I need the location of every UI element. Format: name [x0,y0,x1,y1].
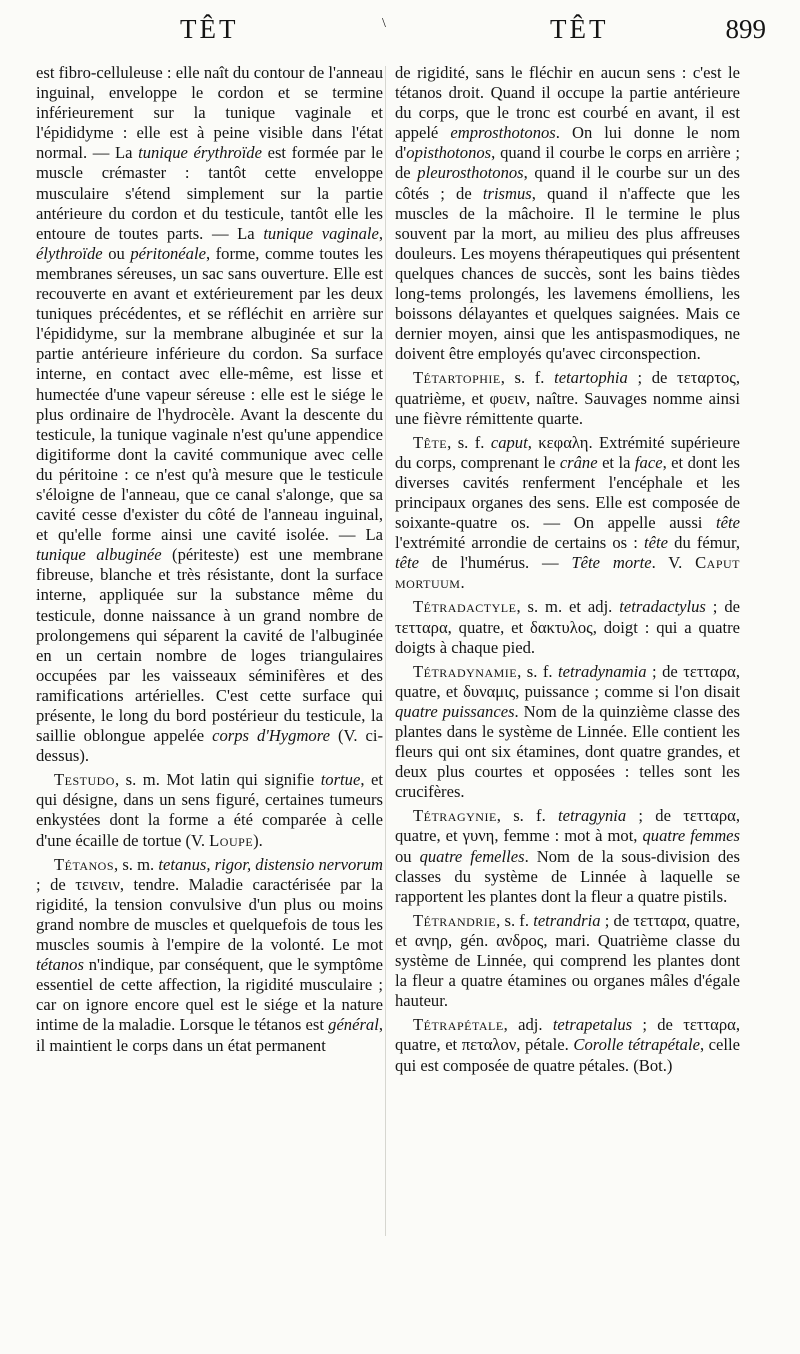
entry-tetanos: Tétanos, s. m. tetanus, rigor, distensio nervorum ; de τεινειν, tendre. Maladie caractérisée par la rigidité, la tension convulsive d'un plus ou moins grand nombre de muscles et quelquefois de tous les muscles soumis à l'empire de la volonté. Le mot tétanos n'indique, par conséquent, que le symptôme essentiel de cette affection, la rigidité musculaire ; car on ignore encore quel est le siége et la nature intime de la maladie. Lorsque le tétanos est général, il maintient le corps dans un état permanent [36,854,383,1055]
headword: Tétradactyle [413,597,517,617]
entry-tetrandrie: Tétrandrie, s. f. tetrandria ; de τετταρα, quatre, et ανηρ, gén. ανδρος, mari. Quatrième classe du système de Linnée, qui comprend les plantes dont la fleur a quatre étamines ou organes mâles d'égale hauteur. [395,910,741,1011]
headword: Tête [413,432,448,452]
column-divider [385,66,386,1236]
page-number: 899 [725,14,766,44]
entry-tetradactyle: Tétradactyle, s. m. et adj. tetradactylus ; de τετταρα, quatre, et δακτυλος, doigt : qui a quatre doigts à chaque pied. [395,597,740,657]
entry-tetradynamie: Tétradynamie, s. f. tetradynamia ; de τετταρα, quatre, et δυναμις, puissance ; comme si l'on disait quatre puissances. Nom de la quinzième classe des plantes dans le système de Linnée. Elle contient les fleurs qui ont six étamines, dont quatre grandes, et deux plus courtes et opposées : telles sont les crucifères. [395,661,740,802]
continued-paragraph: de rigidité, sans le fléchir en aucun sens : c'est le tétanos droit. Quand il occupe la partie antérieure du corps, que le tronc est courbé en avant, il est appelé emprosthotonos. On lui donne le nom d'opisthotonos, quand il courbe le corps en arrière ; de pleurosthotonos, quand il le courbe sur un des côtés ; de trismus, quand il n'affecte que les muscles de la mâchoire. Il le termine le plus souvent par la mort, au milieu des plus affreuses douleurs. Les moyens thérapeutiques qui présentent quelques chances de succès, sont les bains tièdes long-tems prolongés, les lavemens émolliens, les boissons délayantes et quelques saignées. Mais ce dernier moyen, ainsi que les antispasmodiques, ne doivent être employés qu'avec circonspection. [395,63,741,364]
right-column [395,63,740,1076]
entry-tetrapetale: Tétrapétale, adj. tetrapetalus ; de τετταρα, quatre, et πεταλον, pétale. Corolle tétrapétale, celle qui est composée de quatre pétales. (Bot.) [395,1015,740,1075]
headword: Testudo [54,770,115,790]
running-head-right: TÊT [550,14,609,44]
headword: Tétrandrie [413,910,497,930]
left-column [36,63,383,1056]
continued-paragraph: est fibro-celluleuse : elle naît du contour de l'anneau inguinal, enveloppe le cordon et se termine inférieurement sur la tunique vaginale et l'épididyme : elle est à peine visible dans l'état normal. — La tunique érythroïde est formée par le muscle crémaster : tantôt cette enveloppe musculaire s'étend simplement sur la partie antérieure du cordon et du testicule, tantôt elle les entoure de toutes parts. — La tunique vaginale, élythroïde ou péritonéale, forme, comme toutes les membranes séreuses, un sac sans ouverture. Elle est recouverte en avant et extérieurement par les deux tuniques précédentes, et se réfléchit en arrière sur l'épididyme, sur la membrane albuginée et sur la partie antérieure inférieure du cordon. Sa surface interne, en contact avec elle-même, est lisse et humectée d'une vapeur séreuse : elle est le siége le plus ordinaire de l'hydrocèle. Avant la descente du testicule, la tunique vaginale n'est qu'une appendice digitiforme dont la cavité communique avec celle du péritoine : ce n'est qu'à mesure que le testicule s'éloigne de l'anneau, que ce canal s'alonge, que sa cavité cesse d'exister du côté de l'anneau inguinal, et qu'elle forme ainsi une cavité isolée. — La tunique albuginée (périteste) est une membrane fibreuse, blanche et très résistante, dont la surface interne, appliquée sur la substance même du testicule, donne naissance à un grand nombre de prolongemens qui séparent la cavité de l'albuginée en un certain nombre de loges triangulaires occupées par les vaisseaux séminifères et des ramifications artérielles. C'est cette surface qui présente, le long du bord postérieur du testicule, la saillie oblongue appelée corps d'Hygmore (V. ci-dessus). [36,63,384,766]
running-head-mark: \ [382,16,389,31]
running-head-left: TÊT [180,14,239,44]
entry-tetartophie: Tétartophie, s. f. tetartophia ; de τεταρτος, quatrième, et φυειν, naître. Sauvages nomme ainsi une fièvre rémittente quarte. [395,368,741,428]
entry-testudo: Testudo, s. m. Mot latin qui signifie tortue, et qui désigne, dans un sens figuré, certaines tumeurs enkystées dont la forme a été comparée à celle d'une écaille de tortue (V. Loupe). [36,770,383,850]
running-head [30,14,770,54]
headword: Tétrapétale [413,1015,504,1035]
headword: Tétanos [54,854,115,874]
headword: Tétradynamie [413,661,518,681]
headword: Tétartophie [413,368,501,388]
headword: Tétragynie [413,806,497,826]
entry-tete: Tête, s. f. caput, κεφαλη. Extrémité supérieure du corps, comprenant le crâne et la face, et dont les diverses cavités renferment l'encéphale et les principaux organes des sens. Elle est composée de soixante-quatre os. — On appelle aussi tête l'extrémité arrondie de certains os : tête du fémur, tête de l'humérus. — Tête morte. V. Caput mortuum. [395,432,740,593]
entry-tetragynie: Tétragynie, s. f. tetragynia ; de τετταρα, quatre, et γυνη, femme : mot à mot, quatre femmes ou quatre femelles. Nom de la sous-division des classes du système de Linnée à laquelle se rapportent les plantes dont la fleur a quatre pistils. [395,806,740,906]
